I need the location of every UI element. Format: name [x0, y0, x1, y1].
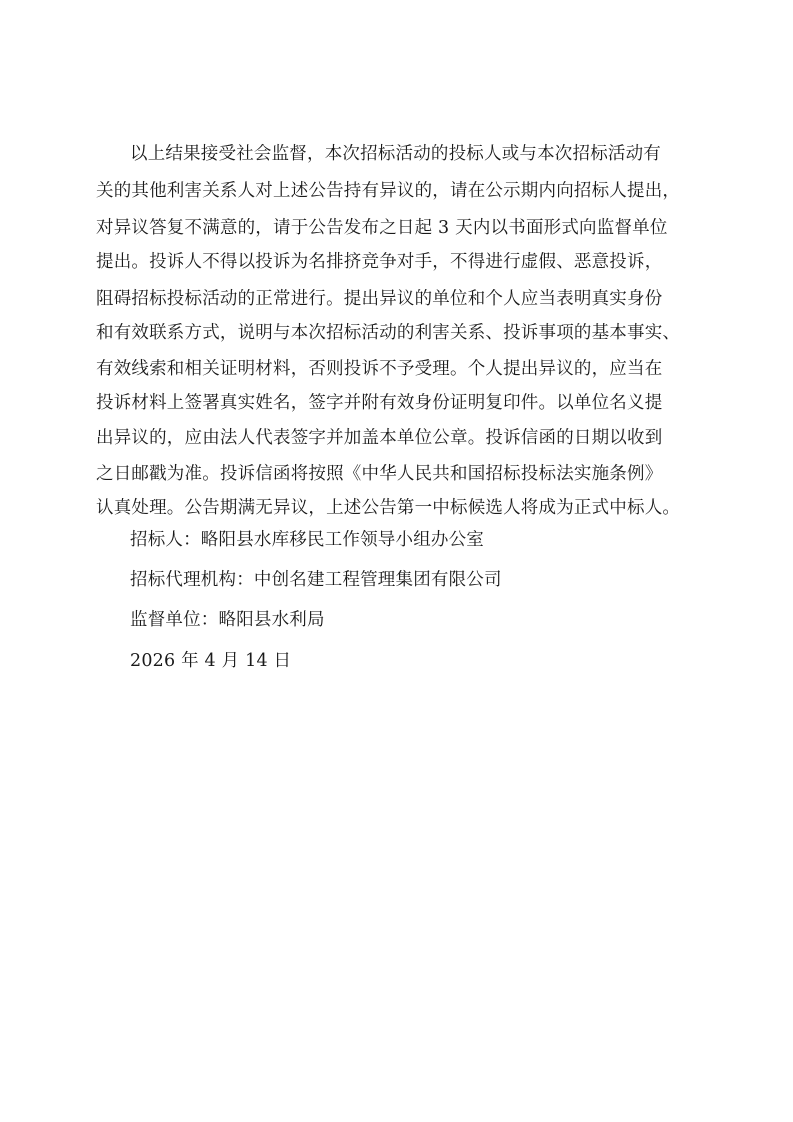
- date-line: 2026 年 4 月 14 日: [130, 651, 292, 671]
- paragraph-line-4: 提出。投诉人不得以投诉为名排挤竞争对手，不得进行虚假、恶意投诉，: [96, 252, 663, 272]
- paragraph-line-3: 对异议答复不满意的，请于公告发布之日起 3 天内以书面形式向监督单位: [96, 218, 668, 238]
- paragraph-line-5: 阻碍招标投标活动的正常进行。提出异议的单位和个人应当表明真实身份: [96, 289, 663, 309]
- paragraph-line-10: 之日邮戳为准。投诉信函将按照《中华人民共和国招标投标法实施条例》: [96, 464, 663, 484]
- paragraph-line-6: 和有效联系方式，说明与本次招标活动的利害关系、投诉事项的基本事实、: [96, 323, 681, 343]
- paragraph-line-9: 出异议的，应由法人代表签字并加盖本单位公章。投诉信函的日期以收到: [96, 428, 663, 448]
- paragraph-line-11: 认真处理。公告期满无异议，上述公告第一中标候选人将成为正式中标人。: [96, 498, 681, 518]
- agency-line: 招标代理机构：中创名建工程管理集团有限公司: [130, 570, 502, 590]
- paragraph-line-7: 有效线索和相关证明材料，否则投诉不予受理。个人提出异议的，应当在: [96, 359, 663, 379]
- paragraph-line-8: 投诉材料上签署真实姓名，签字并附有效身份证明复印件。以单位名义提: [96, 393, 663, 413]
- supervisor-line: 监督单位：略阳县水利局: [130, 610, 325, 630]
- paragraph-line-1: 以上结果接受社会监督，本次招标活动的投标人或与本次招标活动有: [130, 144, 661, 164]
- paragraph-line-2: 关的其他利害关系人对上述公告持有异议的，请在公示期内向招标人提出，: [96, 181, 681, 201]
- tenderer-line: 招标人：略阳县水库移民工作领导小组办公室: [130, 530, 484, 550]
